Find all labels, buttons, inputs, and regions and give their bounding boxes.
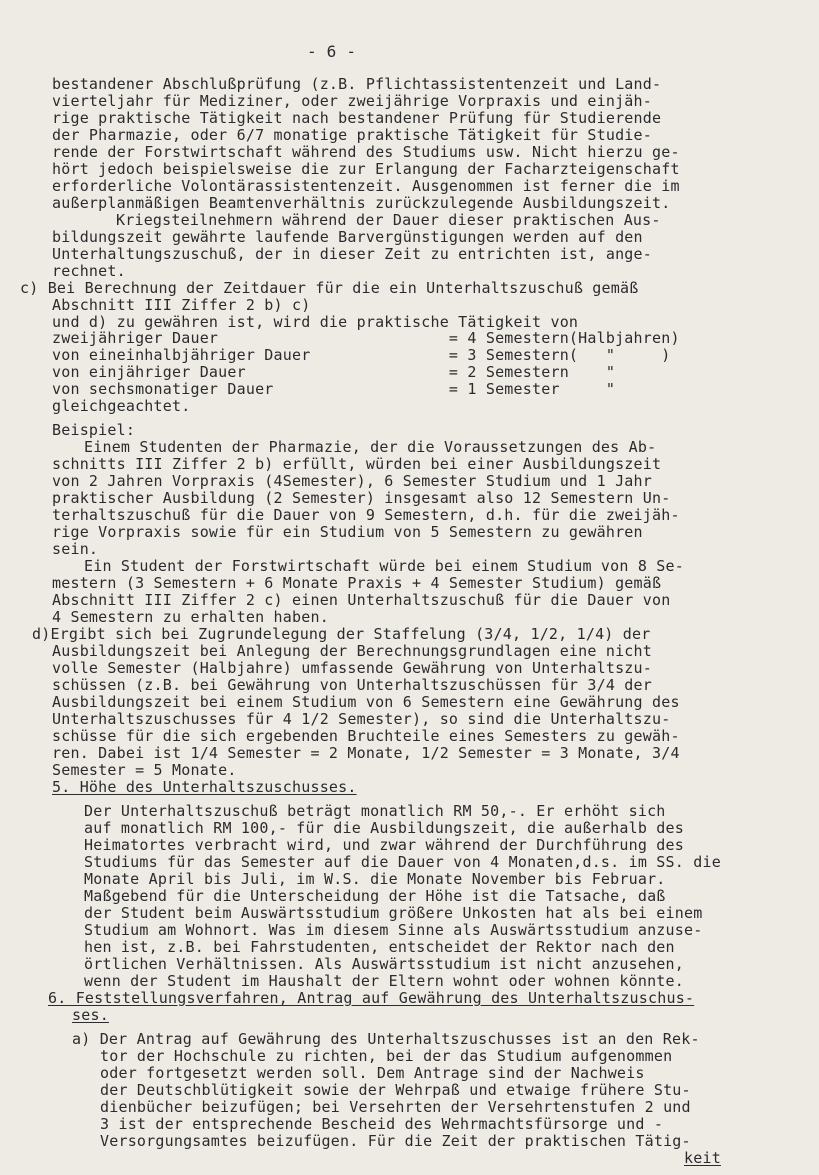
- text-line: von eineinhalbjähriger Dauer = 3 Semestern( " ): [52, 346, 671, 364]
- text-line: schüssen (z.B. bei Gewährung von Unterhaltszuschüssen für 3/4 der: [52, 676, 652, 694]
- text-line: von 2 Jahren Vorpraxis (4Semester), 6 Semester Studium und 1 Jahr: [52, 472, 652, 490]
- text-line: der Deutschblütigkeit sowie der Wehrpaß und etwaige frühere Stu-: [100, 1081, 691, 1099]
- text-line: ses.: [72, 1006, 109, 1024]
- text-line: erforderliche Volontärassistentenzeit. Ausgenommen ist ferner die im: [52, 177, 680, 195]
- text-line: hen ist, z.B. bei Fahrstudenten, entscheidet der Rektor nach den: [84, 938, 675, 956]
- text-line: Monate April bis Juli, im W.S. die Monate November bis Februar.: [84, 870, 666, 888]
- text-line: 3 ist der entsprechende Bescheid des Wehrmachtsfürsorge und -: [100, 1115, 664, 1133]
- text-line: Der Unterhaltszuschuß beträgt monatlich RM 50,-. Er erhöht sich: [84, 802, 666, 820]
- text-line: rige Vorpraxis sowie für ein Studium von 5 Semestern zu gewähren: [52, 523, 643, 541]
- text-line: bestandener Abschlußprüfung (z.B. Pflichtassistentenzeit und Land-: [52, 75, 662, 93]
- text-line: Studiums für das Semester auf die Dauer von 4 Monaten,d.s. im SS. die: [84, 853, 721, 871]
- text-line: auf monatlich RM 100,- für die Ausbildungszeit, die außerhalb des: [84, 819, 684, 837]
- text-line: mestern (3 Semestern + 6 Monate Praxis + 4 Semester Studium) gemäß: [52, 574, 662, 592]
- text-line: 6. Feststellungsverfahren, Antrag auf Gewährung des Unterhaltszuschus-: [48, 989, 695, 1007]
- text-line: praktischer Ausbildung (2 Semester) insgesamt also 12 Semestern Un-: [52, 489, 671, 507]
- text-line: Kriegsteilnehmern während der Dauer dieser praktischen Aus-: [116, 211, 661, 229]
- text-line: Maßgebend für die Unterscheidung der Höhe ist die Tatsache, daß: [84, 887, 666, 905]
- text-line: Versorgungsamtes beizufügen. Für die Zeit der praktischen Tätig-: [100, 1132, 691, 1150]
- text-line: 4 Semestern zu erhalten haben.: [52, 608, 329, 626]
- text-line: Ausbildungszeit bei einem Studium von 6 Semestern eine Gewährung des: [52, 693, 680, 711]
- text-line: terhaltszuschuß für die Dauer von 9 Semestern, d.h. für die zweijäh-: [52, 506, 680, 524]
- text-line: außerplanmäßigen Beamtenverhältnis zurückzulegende Ausbildungszeit.: [52, 194, 671, 212]
- text-line: Semester = 5 Monate.: [52, 761, 237, 779]
- text-line: tor der Hochschule zu richten, bei der das Studium aufgenommen: [100, 1047, 673, 1065]
- text-line: bildungszeit gewährte laufende Barvergünstigungen werden auf den: [52, 228, 643, 246]
- page-number: - 6 -: [307, 42, 357, 61]
- text-line: hört jedoch beispielsweise die zur Erlangung der Facharzteigenschaft: [52, 160, 680, 178]
- text-line: dienbücher beizufügen; bei Versehrten der Versehrtenstufen 2 und: [100, 1098, 691, 1116]
- text-line: d)Ergibt sich bei Zugrundelegung der Staffelung (3/4, 1/2, 1/4) der: [32, 625, 651, 643]
- text-line: zweijähriger Dauer = 4 Semestern(Halbjahren): [52, 329, 680, 347]
- text-line: von sechsmonatiger Dauer = 1 Semester ": [52, 380, 616, 398]
- text-line: volle Semester (Halbjahre) umfassende Gewährung von Unterhaltszu-: [52, 659, 652, 677]
- text-line: Studium am Wohnort. Was im diesem Sinne als Auswärtsstudium anzuse-: [84, 921, 703, 939]
- text-line: ren. Dabei ist 1/4 Semester = 2 Monate, 1/2 Semester = 3 Monate, 3/4: [52, 744, 680, 762]
- text-line: wenn der Student im Haushalt der Eltern wohnt oder wohnen könnte.: [84, 972, 684, 990]
- text-line: Abschnitt III Ziffer 2 b) c): [52, 296, 311, 314]
- text-line: und d) zu gewähren ist, wird die praktische Tätigkeit von: [52, 313, 579, 331]
- text-line: Ein Student der Forstwirtschaft würde bei einem Studium von 8 Se-: [84, 557, 684, 575]
- text-line: örtlichen Verhältnissen. Als Auswärtsstudium ist nicht anzusehen,: [84, 955, 684, 973]
- text-line: der Student beim Auswärtsstudium größere Unkosten hat als bei einem: [84, 904, 703, 922]
- text-line: rige praktische Tätigkeit nach bestandener Prüfung für Studierende: [52, 109, 662, 127]
- text-line: vierteljahr für Mediziner, oder zweijährige Vorpraxis und einjäh-: [52, 92, 652, 110]
- text-line: schüsse für die sich ergebenden Bruchteile eines Semesters zu gewäh-: [52, 727, 680, 745]
- text-line: von einjähriger Dauer = 2 Semestern ": [52, 363, 616, 381]
- text-line: a) Der Antrag auf Gewährung des Unterhaltszuschusses ist an den Rek-: [72, 1030, 700, 1048]
- text-line: Einem Studenten der Pharmazie, der die Voraussetzungen des Ab-: [84, 438, 657, 456]
- text-line: der Pharmazie, oder 6/7 monatige praktische Tätigkeit für Studie-: [52, 126, 652, 144]
- text-line: Beispiel:: [52, 421, 136, 439]
- text-line: 5. Höhe des Unterhaltszuschusses.: [52, 778, 357, 796]
- text-line: rechnet.: [52, 262, 126, 280]
- text-line: Heimatortes verbracht wird, und zwar während der Durchführung des: [84, 836, 684, 854]
- text-line: rende der Forstwirtschaft während des Studiums usw. Nicht hierzu ge-: [52, 143, 680, 161]
- text-line: gleichgeachtet.: [52, 397, 191, 415]
- text-line: sein.: [52, 540, 99, 558]
- text-line: c) Bei Berechnung der Zeitdauer für die ein Unterhaltszuschuß gemäß: [20, 279, 639, 297]
- text-line: Unterhaltszuschusses für 4 1/2 Semester), so sind die Unterhaltszu-: [52, 710, 671, 728]
- text-line: oder fortgesetzt werden soll. Dem Antrage sind der Nachweis: [100, 1064, 645, 1082]
- text-line: schnitts III Ziffer 2 b) erfüllt, würden bei einer Ausbildungszeit: [52, 455, 662, 473]
- text-line: Ausbildungszeit bei Anlegung der Berechnungsgrundlagen eine nicht: [52, 642, 652, 660]
- text-line: Abschnitt III Ziffer 2 c) einen Unterhaltszuschuß für die Dauer von: [52, 591, 671, 609]
- text-line: Unterhaltungszuschuß, der in dieser Zeit zu entrichten ist, ange-: [52, 245, 652, 263]
- text-line: keit: [684, 1149, 721, 1167]
